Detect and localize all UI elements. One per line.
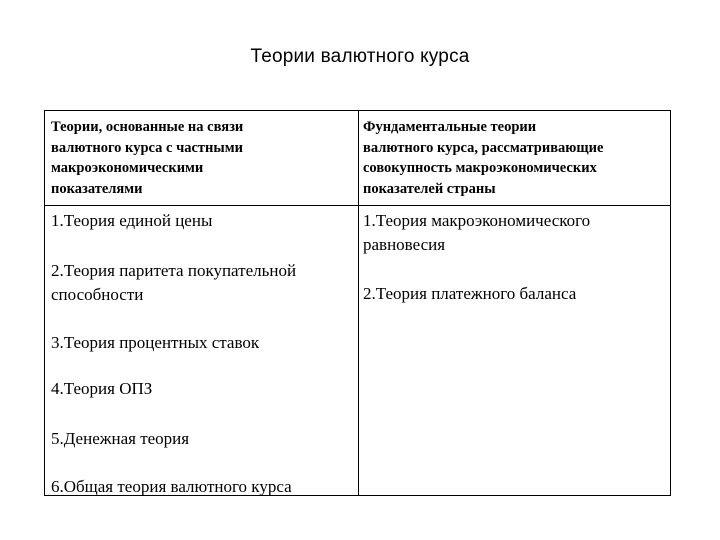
theories-table: [44, 110, 671, 496]
right-item-2: 2.Теория платежного баланса: [363, 284, 577, 303]
page-title: Теории валютного курса: [250, 46, 470, 67]
left-item-4: 4.Теория ОПЗ: [51, 379, 153, 398]
right-column-header: Фундаментальные теории валютного курса, рассматривающие совокупность макроэкономических показателей страны: [363, 119, 604, 197]
left-item-1: 1.Теория единой цены: [51, 211, 213, 230]
header-divider: [45, 205, 670, 206]
column-divider: [358, 111, 359, 495]
right-item-1: 1.Теория макроэкономического равновесия: [363, 211, 591, 254]
left-column-header: Теории, основанные на связи валютного курса с частными макроэкономическими показателями: [51, 119, 244, 197]
left-item-5: 5.Денежная теория: [51, 429, 190, 448]
left-item-2: 2.Теория паритета покупательной способности: [51, 261, 297, 304]
left-item-6: 6.Общая теория валютного курса: [51, 477, 292, 496]
left-item-3: 3.Теория процентных ставок: [51, 333, 260, 352]
